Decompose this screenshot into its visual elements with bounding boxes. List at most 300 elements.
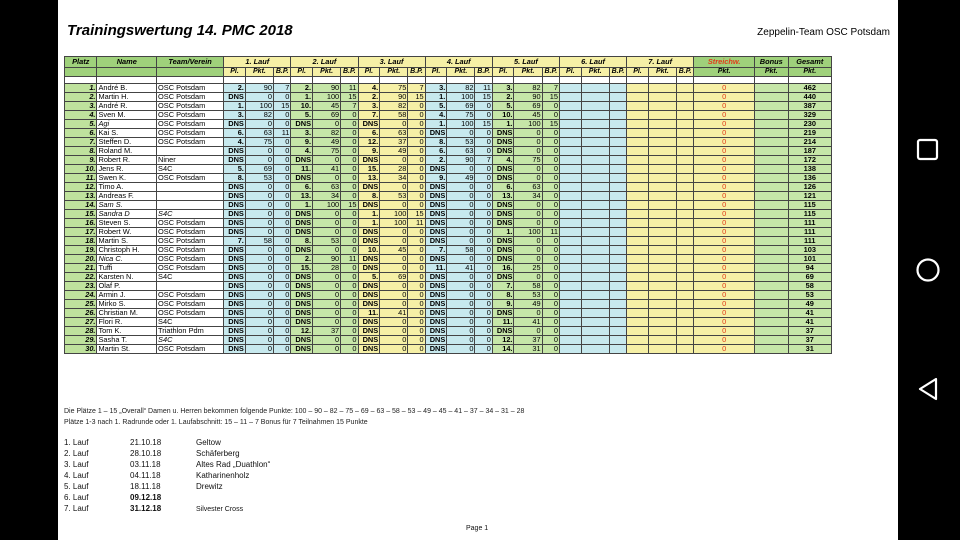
lauf-bonus-cell: 0 [341,246,358,255]
lauf-bonus-cell: 0 [542,336,559,345]
spacer-cell [627,77,649,84]
lauf-points-cell: 0 [380,228,408,237]
streich-cell: 0 [694,291,755,300]
total-cell: 214 [788,138,831,147]
total-cell: 440 [788,93,831,102]
subheader-pkt: Pkt. [581,68,609,77]
lauf-bonus-cell [676,192,693,201]
lauf-place-cell [627,336,649,345]
streich-cell: 0 [694,282,755,291]
rank-cell: 9. [65,156,97,165]
lauf-bonus-cell [676,246,693,255]
name-cell: André R. [97,102,157,111]
lauf-bonus-cell [609,102,626,111]
team-cell: S4C [157,165,224,174]
lauf-points-cell [648,300,676,309]
lauf-bonus-cell [676,129,693,138]
lauf-bonus-cell [676,336,693,345]
lauf-points-cell: 0 [447,327,475,336]
lauf-points-cell: 0 [447,228,475,237]
lauf-place-cell: DNS [224,318,246,327]
lauf-bonus-cell: 0 [542,102,559,111]
lauf-points-cell: 0 [380,345,408,354]
lauf-bonus-cell [609,255,626,264]
rank-cell: 4. [65,111,97,120]
lauf-points-cell: 69 [245,165,273,174]
name-cell: Swen K. [97,174,157,183]
lauf-place-cell [559,336,581,345]
total-cell: 219 [788,129,831,138]
lauf-points-cell: 0 [245,147,273,156]
col-header-lauf: 3. Lauf [358,57,425,68]
lauf-bonus-cell: 0 [341,174,358,183]
lauf-place-cell: DNS [224,327,246,336]
total-cell: 37 [788,327,831,336]
streich-cell: 0 [694,183,755,192]
lauf-place-cell: DNS [358,318,380,327]
lauf-place-cell: DNS [425,192,447,201]
results-table-wrapper [64,56,832,398]
lauf-bonus-cell: 0 [542,147,559,156]
rank-cell: 26. [65,309,97,318]
lauf-bonus-cell [609,192,626,201]
lauf-points-cell [648,174,676,183]
lauf-points-cell: 37 [313,327,341,336]
lauf-points-cell [581,291,609,300]
lauf-bonus-cell: 0 [408,129,425,138]
streich-cell: 0 [694,255,755,264]
lauf-bonus-cell: 0 [542,111,559,120]
name-cell: Steffen D. [97,138,157,147]
table-row [65,300,832,309]
race-label: 7. Lauf [64,504,89,513]
lauf-place-cell: DNS [224,120,246,129]
lauf-bonus-cell: 0 [341,138,358,147]
lauf-place-cell: DNS [358,183,380,192]
lauf-bonus-cell: 0 [542,174,559,183]
lauf-bonus-cell: 15 [408,210,425,219]
lauf-points-cell: 41 [313,165,341,174]
lauf-place-cell: DNS [224,345,246,354]
lauf-place-cell: DNS [425,273,447,282]
team-cell: OSC Potsdam [157,84,224,93]
document-page [58,0,898,540]
lauf-bonus-cell: 0 [341,300,358,309]
bonus-cell [754,255,788,264]
lauf-points-cell: 90 [313,255,341,264]
lauf-points-cell [581,129,609,138]
total-cell: 136 [788,174,831,183]
lauf-place-cell [559,165,581,174]
bonus-cell [754,174,788,183]
lauf-points-cell: 58 [245,237,273,246]
rank-cell: 18. [65,237,97,246]
race-label: 5. Lauf [64,482,89,491]
lauf-points-cell: 0 [245,309,273,318]
team-cell [157,192,224,201]
lauf-bonus-cell: 0 [274,138,291,147]
lauf-points-cell: 0 [447,291,475,300]
lauf-place-cell: 11. [358,309,380,318]
name-cell: Armin J. [97,291,157,300]
lauf-points-cell: 100 [447,120,475,129]
lauf-place-cell: 12. [291,327,313,336]
name-cell: Tom K. [97,327,157,336]
lauf-place-cell: DNS [224,246,246,255]
table-row [65,210,832,219]
lauf-place-cell [559,228,581,237]
table-row [65,336,832,345]
lauf-points-cell: 0 [380,156,408,165]
lauf-bonus-cell: 0 [274,93,291,102]
name-cell: Steven S. [97,219,157,228]
lauf-bonus-cell: 0 [408,309,425,318]
lauf-points-cell: 0 [245,300,273,309]
lauf-place-cell: DNS [291,210,313,219]
rank-cell: 2. [65,93,97,102]
lauf-points-cell: 82 [245,111,273,120]
lauf-points-cell [648,138,676,147]
lauf-bonus-cell: 0 [542,129,559,138]
lauf-bonus-cell: 0 [542,327,559,336]
lauf-bonus-cell: 0 [408,282,425,291]
lauf-place-cell: DNS [358,264,380,273]
lauf-bonus-cell [609,282,626,291]
streich-cell: 0 [694,111,755,120]
team-cell [157,147,224,156]
rank-cell: 13. [65,192,97,201]
lauf-bonus-cell: 0 [475,174,492,183]
lauf-bonus-cell [609,174,626,183]
name-cell: Andreas F. [97,192,157,201]
col-header-team: Team/Verein [157,57,224,68]
lauf-points-cell: 0 [380,327,408,336]
lauf-bonus-cell: 0 [341,282,358,291]
team-cell: OSC Potsdam [157,291,224,300]
lauf-place-cell [559,327,581,336]
lauf-place-cell: 12. [358,138,380,147]
lauf-place-cell: 8. [224,174,246,183]
lauf-place-cell: DNS [291,318,313,327]
col-header-lauf: 2. Lauf [291,57,358,68]
team-cell: OSC Potsdam [157,174,224,183]
lauf-place-cell: 1. [291,93,313,102]
lauf-points-cell [581,246,609,255]
lauf-points-cell: 0 [514,273,542,282]
lauf-points-cell: 0 [380,183,408,192]
lauf-place-cell: DNS [425,165,447,174]
lauf-points-cell: 0 [313,273,341,282]
lauf-place-cell: 14. [492,345,514,354]
subheader-bp: B.P. [475,68,492,77]
table-row [65,318,832,327]
lauf-place-cell: DNS [291,309,313,318]
race-entry [64,481,270,492]
lauf-points-cell [648,147,676,156]
home-icon[interactable] [915,257,941,283]
lauf-points-cell: 28 [380,165,408,174]
name-cell: Christoph H. [97,246,157,255]
name-cell: Robert W. [97,228,157,237]
name-cell: Sam S. [97,201,157,210]
lauf-bonus-cell: 0 [274,156,291,165]
col-header-platz: Platz [65,57,97,68]
team-cell: OSC Potsdam [157,246,224,255]
lauf-bonus-cell: 0 [274,237,291,246]
lauf-place-cell [627,201,649,210]
lauf-points-cell: 0 [245,201,273,210]
lauf-points-cell: 0 [245,282,273,291]
table-row [65,345,832,354]
col-header-lauf: 7. Lauf [627,57,694,68]
lauf-place-cell [627,255,649,264]
lauf-bonus-cell: 0 [475,138,492,147]
lauf-bonus-cell: 0 [542,264,559,273]
name-cell: Sven M. [97,111,157,120]
lauf-points-cell: 0 [380,237,408,246]
lauf-place-cell: 4. [224,138,246,147]
back-icon[interactable] [915,376,941,402]
lauf-points-cell: 37 [514,336,542,345]
lauf-points-cell [581,192,609,201]
lauf-place-cell: 1. [492,120,514,129]
lauf-bonus-cell [676,318,693,327]
lauf-bonus-cell: 0 [475,201,492,210]
lauf-bonus-cell: 0 [274,210,291,219]
lauf-place-cell [559,246,581,255]
rank-cell: 7. [65,138,97,147]
lauf-bonus-cell: 0 [475,228,492,237]
lauf-place-cell: DNS [492,246,514,255]
lauf-points-cell: 0 [447,237,475,246]
lauf-points-cell [648,327,676,336]
lauf-place-cell: DNS [224,156,246,165]
lauf-bonus-cell: 0 [408,264,425,273]
race-label: 1. Lauf [64,438,89,447]
total-cell: 111 [788,219,831,228]
streich-cell: 0 [694,219,755,228]
lauf-bonus-cell [609,318,626,327]
lauf-place-cell: 7. [492,282,514,291]
table-row [65,120,832,129]
team-cell: S4C [157,318,224,327]
lauf-points-cell: 0 [313,318,341,327]
race-place: Katharinenholz [196,471,250,480]
lauf-points-cell: 63 [447,147,475,156]
lauf-points-cell: 0 [447,201,475,210]
lauf-points-cell [581,201,609,210]
lauf-bonus-cell: 0 [475,102,492,111]
lauf-place-cell: DNS [425,183,447,192]
bonus-cell [754,201,788,210]
lauf-points-cell [648,264,676,273]
lauf-place-cell: DNS [224,255,246,264]
lauf-points-cell: 75 [380,84,408,93]
rank-cell: 1. [65,84,97,93]
lauf-bonus-cell: 0 [408,255,425,264]
bonus-cell [754,129,788,138]
lauf-bonus-cell: 0 [341,147,358,156]
spacer-cell [274,77,291,84]
subheader-empty [65,68,97,77]
lauf-place-cell [627,246,649,255]
lauf-place-cell [627,147,649,156]
table-row [65,282,832,291]
lauf-place-cell: DNS [291,336,313,345]
streich-cell: 0 [694,264,755,273]
lauf-bonus-cell [609,246,626,255]
lauf-bonus-cell: 0 [274,291,291,300]
lauf-bonus-cell [609,147,626,156]
total-cell: 138 [788,165,831,174]
race-entry [64,503,270,514]
lauf-place-cell: DNS [425,318,447,327]
table-subheader-row [65,68,832,77]
lauf-points-cell [648,246,676,255]
lauf-points-cell: 63 [245,129,273,138]
lauf-place-cell [559,264,581,273]
name-cell: Karsten N. [97,273,157,282]
lauf-points-cell: 82 [380,102,408,111]
bonus-cell [754,192,788,201]
col-header-streich: Streichw. [694,57,755,68]
rank-cell: 22. [65,273,97,282]
lauf-points-cell: 0 [514,255,542,264]
lauf-bonus-cell: 0 [341,219,358,228]
lauf-place-cell [627,318,649,327]
table-row [65,192,832,201]
team-cell [157,183,224,192]
lauf-points-cell [648,309,676,318]
total-cell: 31 [788,345,831,354]
lauf-bonus-cell: 0 [475,210,492,219]
lauf-bonus-cell [609,120,626,129]
recent-apps-icon[interactable] [915,137,941,163]
lauf-points-cell: 0 [313,345,341,354]
lauf-place-cell: DNS [492,147,514,156]
lauf-place-cell: 7. [224,237,246,246]
lauf-place-cell: DNS [358,336,380,345]
lauf-place-cell: 9. [425,174,447,183]
lauf-place-cell: 5. [492,102,514,111]
lauf-points-cell: 49 [447,174,475,183]
lauf-place-cell: DNS [291,273,313,282]
bonus-cell [754,318,788,327]
lauf-points-cell: 0 [313,282,341,291]
lauf-place-cell [627,291,649,300]
lauf-place-cell: DNS [224,336,246,345]
team-cell: OSC Potsdam [157,120,224,129]
lauf-place-cell [627,309,649,318]
lauf-points-cell: 0 [245,219,273,228]
col-header-lauf: 4. Lauf [425,57,492,68]
lauf-points-cell: 0 [447,309,475,318]
lauf-place-cell: DNS [291,156,313,165]
lauf-points-cell: 0 [514,201,542,210]
lauf-bonus-cell: 0 [475,309,492,318]
lauf-bonus-cell: 0 [274,219,291,228]
lauf-points-cell [648,318,676,327]
lauf-place-cell: 13. [492,192,514,201]
bonus-cell [754,237,788,246]
lauf-place-cell: DNS [492,309,514,318]
lauf-bonus-cell [676,237,693,246]
lauf-points-cell: 45 [514,111,542,120]
lauf-points-cell: 63 [380,129,408,138]
name-cell: Martin H. [97,93,157,102]
name-cell: Kai S. [97,129,157,138]
rank-cell: 12. [65,183,97,192]
lauf-bonus-cell [676,327,693,336]
subheader-pkt: Pkt. [245,68,273,77]
lauf-bonus-cell: 0 [274,246,291,255]
lauf-points-cell [581,282,609,291]
lauf-points-cell: 0 [313,336,341,345]
lauf-points-cell: 90 [447,156,475,165]
lauf-points-cell: 0 [514,138,542,147]
lauf-place-cell [559,120,581,129]
lauf-place-cell: DNS [291,174,313,183]
lauf-points-cell: 0 [245,192,273,201]
lauf-bonus-cell: 15 [408,93,425,102]
lauf-place-cell: 6. [224,129,246,138]
lauf-bonus-cell: 11 [341,255,358,264]
lauf-bonus-cell [609,129,626,138]
race-label: 2. Lauf [64,449,89,458]
table-row [65,84,832,93]
total-cell: 49 [788,300,831,309]
rank-cell: 11. [65,174,97,183]
lauf-points-cell: 0 [447,192,475,201]
lauf-bonus-cell [676,183,693,192]
total-cell: 230 [788,120,831,129]
streich-cell: 0 [694,192,755,201]
lauf-place-cell: 3. [492,84,514,93]
spacer-cell [408,77,425,84]
bonus-cell [754,228,788,237]
lauf-place-cell [627,219,649,228]
lauf-place-cell: 5. [224,165,246,174]
lauf-bonus-cell: 0 [341,345,358,354]
lauf-place-cell: 2. [492,93,514,102]
lauf-points-cell [648,255,676,264]
rank-cell: 23. [65,282,97,291]
lauf-bonus-cell: 7 [274,84,291,93]
lauf-points-cell [648,201,676,210]
table-row [65,264,832,273]
lauf-bonus-cell: 0 [408,273,425,282]
lauf-bonus-cell [609,165,626,174]
lauf-place-cell: DNS [224,210,246,219]
lauf-points-cell: 100 [313,93,341,102]
name-cell: Jens R. [97,165,157,174]
lauf-points-cell: 0 [380,255,408,264]
spacer-cell [380,77,408,84]
streich-cell: 0 [694,300,755,309]
lauf-place-cell: DNS [492,129,514,138]
lauf-bonus-cell: 0 [341,228,358,237]
lauf-place-cell: DNS [224,201,246,210]
lauf-points-cell: 0 [313,174,341,183]
name-cell: André B. [97,84,157,93]
lauf-bonus-cell: 0 [341,273,358,282]
lauf-bonus-cell [676,165,693,174]
lauf-bonus-cell [676,228,693,237]
streich-cell: 0 [694,120,755,129]
lauf-bonus-cell: 0 [542,192,559,201]
spacer-cell [475,77,492,84]
lauf-bonus-cell [676,210,693,219]
